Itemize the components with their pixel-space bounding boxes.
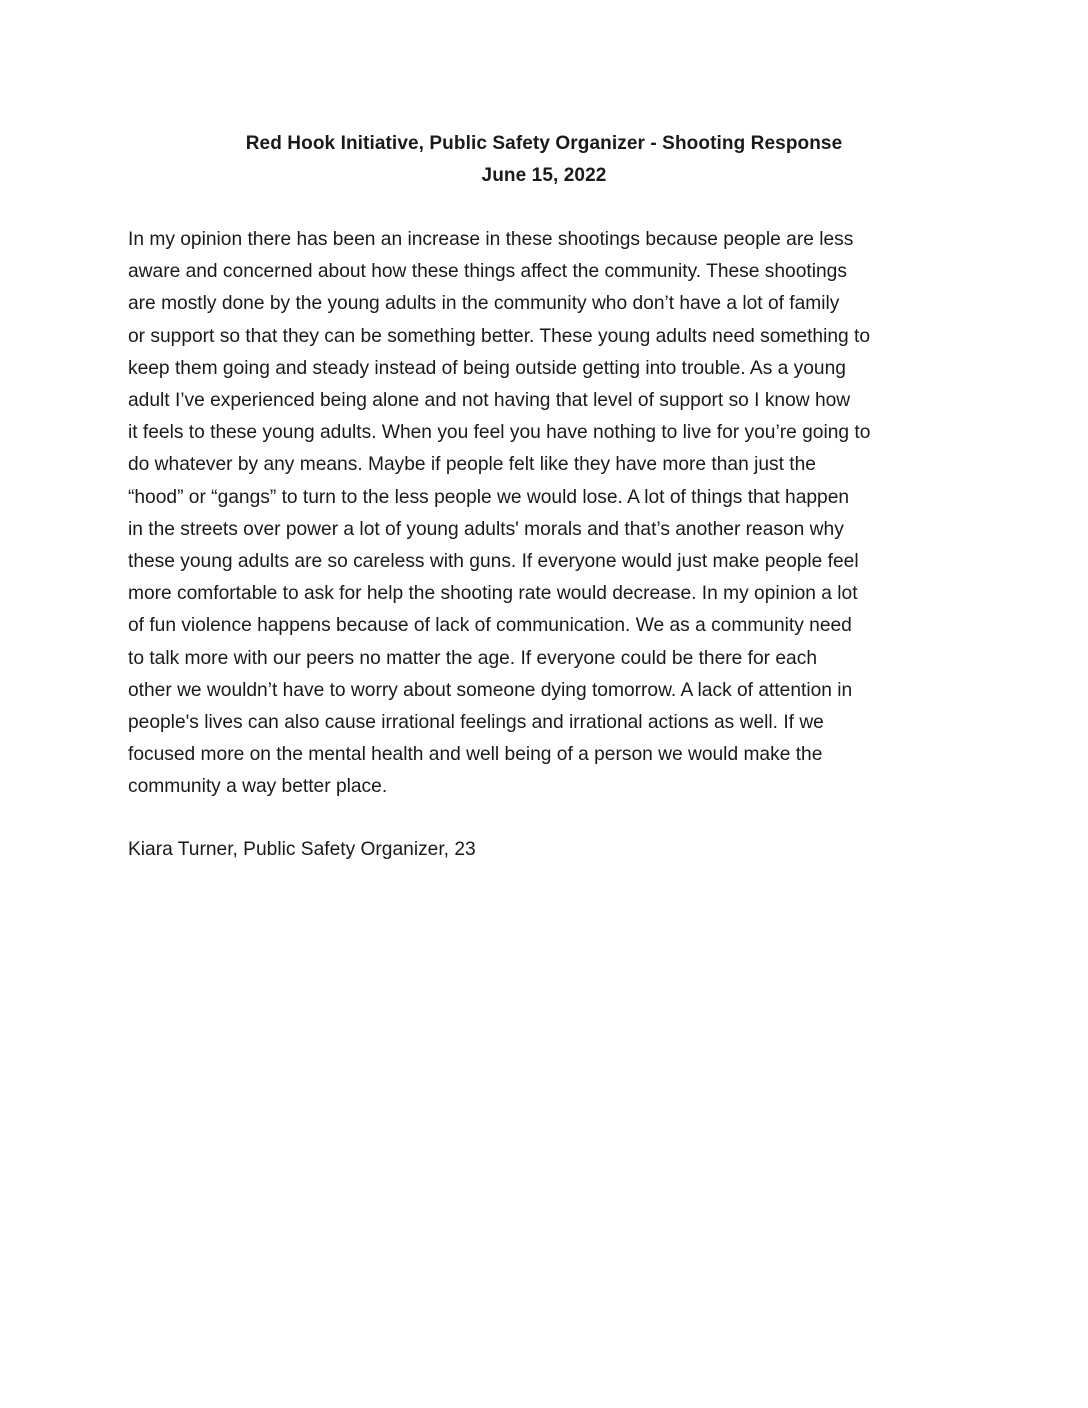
body-line: aware and concerned about how these things affect the community. These shootings: [128, 261, 847, 283]
body-line: in the streets over power a lot of young adults' morals and that’s another reason why: [128, 518, 844, 540]
signature-line: Kiara Turner, Public Safety Organizer, 23: [128, 839, 476, 860]
body-line: focused more on the mental health and well being of a person we would make the: [128, 744, 823, 766]
body-line: do whatever by any means. Maybe if people felt like they have more than just the: [128, 454, 816, 476]
body-line: community a way better place.: [128, 776, 388, 798]
body-line: are mostly done by the young adults in the community who don’t have a lot of family: [128, 293, 840, 315]
body-line: “hood” or “gangs” to turn to the less people we would lose. A lot of things that happen: [128, 486, 850, 508]
document-date: June 15, 2022: [481, 165, 607, 186]
document-header: [0, 128, 1088, 192]
body-line: of fun violence happens because of lack of communication. We as a community need: [128, 615, 852, 637]
body-line: to talk more with our peers no matter the age. If everyone could be there for each: [128, 647, 817, 669]
body-line: it feels to these young adults. When you feel you have nothing to live for you’re going to: [128, 422, 871, 444]
body-line: these young adults are so careless with guns. If everyone would just make people feel: [128, 551, 859, 573]
body-line: other we wouldn’t have to worry about someone dying tomorrow. A lack of attention in: [128, 679, 853, 701]
body-line: In my opinion there has been an increase in these shootings because people are less: [128, 229, 854, 250]
body-line: keep them going and steady instead of being outside getting into trouble. As a young: [128, 357, 846, 379]
body-line: more comfortable to ask for help the shooting rate would decrease. In my opinion a lot: [128, 583, 858, 605]
body-line: people's lives can also cause irrational feelings and irrational actions as well. If we: [128, 712, 824, 734]
body-paragraph: [128, 224, 968, 804]
body-line: or support so that they can be something better. These young adults need something to: [128, 325, 871, 347]
body-line: adult I’ve experienced being alone and not having that level of support so I know how: [128, 390, 851, 412]
document-title: Red Hook Initiative, Public Safety Organizer - Shooting Response: [245, 133, 843, 154]
